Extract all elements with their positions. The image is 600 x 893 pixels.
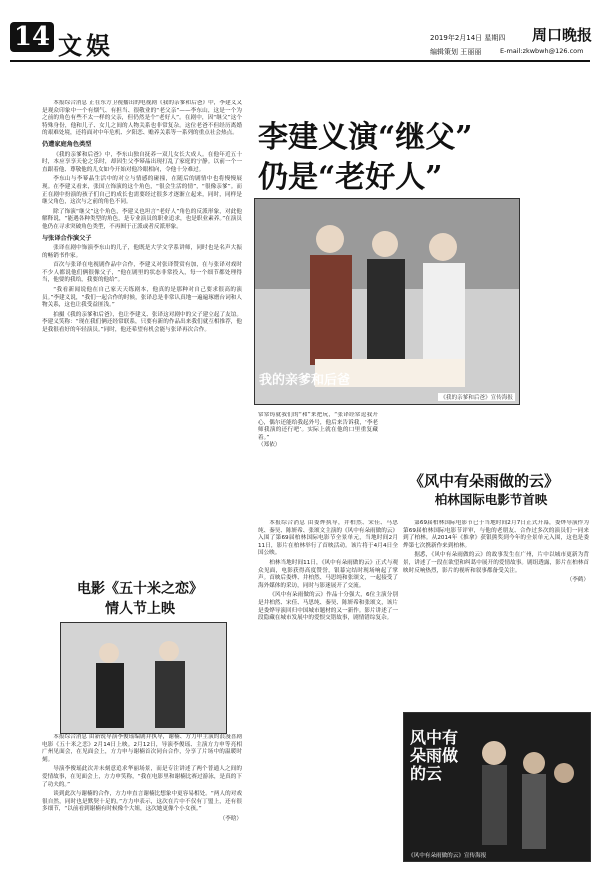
main-headline-line1: 李建义演“继父” <box>258 120 473 155</box>
subheading: 与张译合作演父子 <box>42 234 92 242</box>
paragraph: 首次与张译在电视剧作品中合作，李建义对张译赞赏有加，在与张译对戏时不少人都说他们俩很像父子，“他在剧里的状态非常投入，每一个细节都处理得当，他要的我给，我要的他给”。 <box>42 262 242 284</box>
poster-title-overlay: 我的亲爹和后爸 <box>259 373 351 388</box>
paragraph: 本报综合消息 由新锐导演李俊瑶编剧并执导，谢楠、方力申主演的浪漫喜剧电影《五十米之恋》2月14日上映。2月12日，导演李俊瑶、主演方力申等亮相广州见面会，在见面会上，方力申与谢楠首次同台合作，分享了片场中的温暖时刻。 <box>42 734 242 763</box>
film3-headline-line1: 《风中有朵雨做的云》 <box>408 472 559 490</box>
poster-title-text: 风中有朵雨做的云 <box>410 728 459 783</box>
byline: （李晗） <box>219 815 242 822</box>
newspaper-brand: 周口晚报 <box>532 26 593 44</box>
byline: （李鹤） <box>566 577 589 584</box>
issue-date: 2019年2月14日 星期四 <box>430 34 506 42</box>
paragraph: 柏林当地时间11日，《风中有朵雨做的云》正式与观众见面，电影获得高度赞誉，银幕完结时现场响起了掌声。首映后娄烨、井柏然、马思纯和张颂文，一起接受了海外媒体的采访，同时与影迷展开了交流。 <box>258 559 398 589</box>
main-headline-line2: 仍是“老好人” <box>258 160 443 195</box>
editor-line: 编辑策划 王丽丽 <box>430 48 482 56</box>
paragraph: “我看新闻说他在自己家天天练剧本，他真的是那种对自己要求很高的演员。”李建义说，“我们一起合作的时候，张译总是非常认真地一遍遍琢磨台词和人物关系，这也让我受益匪浅。” <box>42 287 242 309</box>
paragraph: 第69届柏林国际电影节已于当地时间2月7日正式开幕，娄烨导演作为第69届柏林国际电影节评审，与他的老朋友、合作过多次的演员们一同来到了柏林。从2014年《推拿》获银熊奖到今年的全景单元入围，这也是娄烨第七次携新作来到柏林。 <box>403 520 589 549</box>
film2-photo <box>60 622 227 734</box>
film3-poster <box>403 712 591 862</box>
film3-text-column-left <box>258 520 398 810</box>
section-title: 文娱 <box>58 31 114 60</box>
paragraph: 拍摄《我的亲爹和后爸》，也让李建义、张译这对剧中的父子建立起了友谊。李建义笑称：“现在我们俩还经常联系，只要有新的作品出来我们就互相推荐，他是我很看好的年轻演员。”同时，他还希望有机会能与张译再次合作。 <box>42 311 242 334</box>
paragraph: 除了饰演“继父”这个角色，李建义也坦言“老好人”角色的反派形象，对此他解释说，“能遇各种类型的角色，是专业演员的职业追求，也是职业素养。”在演员他仍在寻求突破角色类型，不再囿于正派或者反派形象。 <box>42 208 242 230</box>
quote-box <box>258 412 378 462</box>
paragraph: 据悉，《风中有朵雨做的云》的故事发生在广州，片中以城市更新为背景，讲述了一段在欲望和纠葛中展开的爱情故事。剧组透露，影片在柏林首映时反响热烈，影片的视听和叙事都备受关注。 <box>403 552 589 574</box>
film2-headline-line1: 电影《五十米之恋》 <box>77 581 203 597</box>
paragraph: 导演李俊瑶此次并未刻意追求华丽场景，而是专注讲述了两个普通人之间的爱情故事，在见面会上，方力申笑称，“我在电影里和谢楠比赛过游泳，是真的下了功夫的。” <box>42 766 242 788</box>
film3-headline-line2: 柏林国际电影节首映 <box>434 492 548 507</box>
main-story-text-column <box>42 100 242 538</box>
photo-caption: 《我的亲爹和后爸》宣传海报 <box>440 395 513 401</box>
header-rule <box>10 60 590 62</box>
paragraph: 李东山与李幂晶生活中的对立与情感的碰撞，在随后的剧情中也将慢慢展现。在李建义看来，张国立饰演的这个角色，“很会生活的情”，“很像亲爹”。而正在剧中扮演的孩子们自己的成长也需要经过很多才逐渐立起来，同时，同样是继父角色，这次与之前的角色不同。 <box>42 176 242 206</box>
film2-headline-line2: 情人节上映 <box>105 601 175 617</box>
paragraph: 本报综合消息 正在东方卫视播出的电视剧《我的亲爹和后爸》中，李建义又是观众印象中一个有烟气、有担当、很敬业的“老父亲”——李东山，这是一个为之前的角色有些不太一样的父亲，但仍然是个“老好人”。在剧中，因“继父”这个特殊身份，他和儿子、女儿之间的人物关系也非常复杂。这位老爸不但经历离婚的艰难处境，还将面对中年危机、夕阳恋、赡养关系等一系列的重点社会热点。 <box>42 100 242 137</box>
paragraph: 张译在剧中饰演李东山的儿子，他既是大学文学系讲师，同时也是名声大振的畅销书作家。 <box>42 245 242 259</box>
film3-text-column-right <box>403 520 589 710</box>
main-story-photo <box>254 198 520 405</box>
film2-text-column <box>42 734 242 856</box>
paragraph: 谈到此次与谢楠的合作，方力申直言谢楠比想象中更容易相处。“两人的对戏很自然，同时也是默契十足的。”方力申表示，这次在片中不仅有丁盟上，还有很多细节，“以前看到谢楠有时候像个大姐，这次她更像个小女孩。” <box>42 791 242 813</box>
paragraph: 《风中有朵雨做的云》作品十分强大，6位主演分别是井柏然、宋佳、马思纯、秦昊、陈妍希和张颂文，该片是娄烨导演回归中国城市题材的又一新作。影片讲述了一段隐藏在城市发展中的爱恨交错故事，剧情错综复杂。 <box>258 592 398 622</box>
paragraph: 《我的亲爹和后爸》中，李东山独自抚养一双儿女长大成人。在他年近五十时，本应享享天伦之乐时，却因生父李幂晶出现打乱了家庭的宁静。以前一个一直跟着他、尊敬他的儿女如今开始对他冷眼相向，令他十分难过。 <box>42 151 242 173</box>
quote-text: 常常铸就我们的“和”来把玩，“张译经常逗我开心，偶尔还能给我起外号，他后来告诉我，‘李老师我演的还行吧’。实际上就在他的口里重复藏着。” <box>258 412 378 441</box>
paragraph: 本报综合消息 由娄烨执导，井柏然、宋佳、马思纯、秦昊、陈妍希、张颂文主演的《风中有朵雨做的云》入围了第69届柏林国际电影节全景单元，当地时间2月11日，影片在柏林举行了首映活动。该片将于4月4日全国公映。 <box>258 520 398 557</box>
film2-people-illustration <box>61 623 226 733</box>
quote-source: （郑依） <box>258 442 281 449</box>
subheading: 仍遭家庭角色类型 <box>42 140 92 148</box>
page-number: 14 <box>10 22 54 52</box>
poster-caption: 《风中有朵雨做的云》宣传海报 <box>408 853 487 859</box>
contact-email: E-mail:zkwbwh@126.com <box>500 47 584 55</box>
